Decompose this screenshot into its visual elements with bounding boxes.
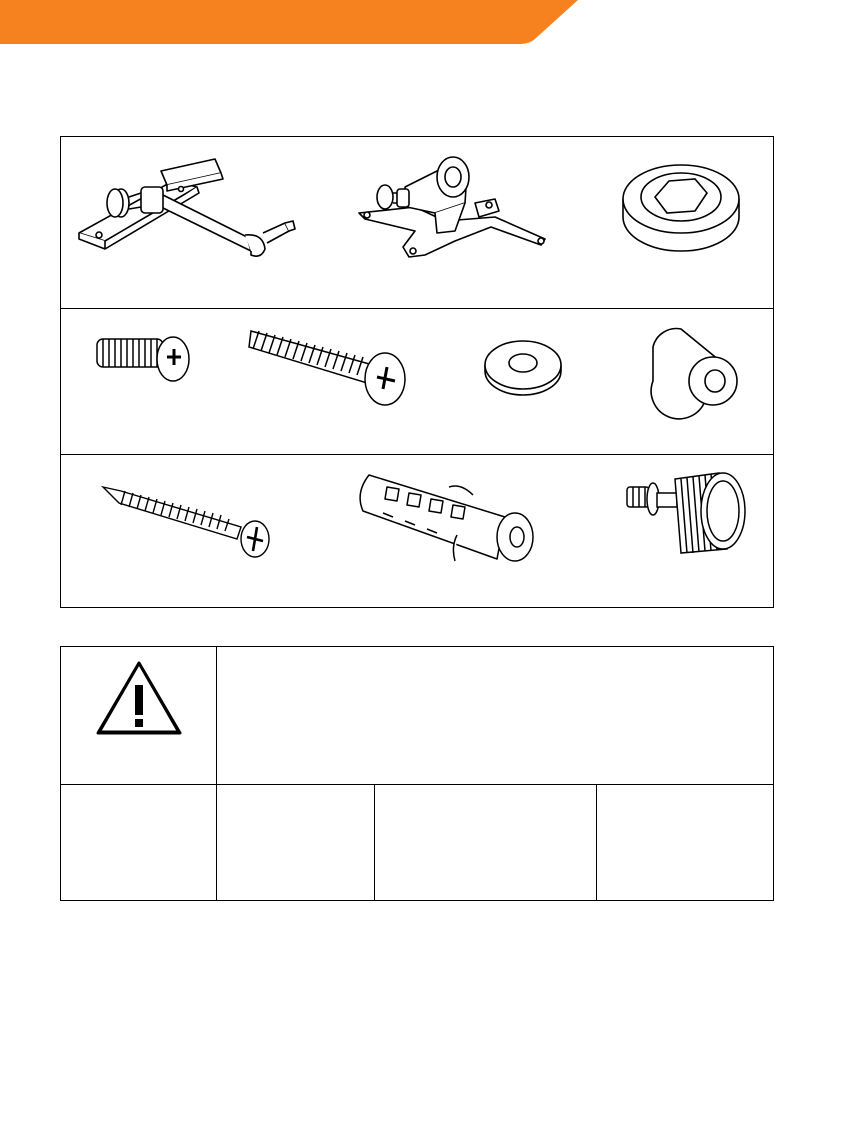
warning-icon-cell: [61, 647, 217, 785]
thumb-screw-icon: [623, 469, 753, 569]
parts-row-2: [61, 309, 773, 455]
warning-table: [60, 646, 774, 901]
parts-table: [60, 136, 774, 608]
spacer-sleeve-icon: [647, 325, 743, 409]
wood-screw-icon: [101, 477, 273, 557]
tilt-mount-plate-icon: [355, 147, 555, 267]
wall-arm-bracket-icon: [75, 151, 305, 263]
flat-washer-icon: [481, 337, 565, 399]
warning-cell-2: [217, 785, 375, 900]
warning-cell-3: [375, 785, 597, 900]
wall-anchor-icon: [355, 465, 545, 569]
warning-cell-1: [61, 785, 217, 900]
long-machine-screw-icon: [247, 321, 417, 407]
parts-row-1: [61, 137, 773, 309]
warning-triangle-icon: [94, 657, 184, 737]
warning-text-cell: [217, 647, 773, 785]
short-machine-screw-icon: [93, 329, 193, 391]
rubber-grommet-icon: [621, 155, 741, 255]
warning-cell-4: [597, 785, 773, 900]
header-accent-bar: [0, 0, 580, 44]
parts-row-3: [61, 455, 773, 607]
